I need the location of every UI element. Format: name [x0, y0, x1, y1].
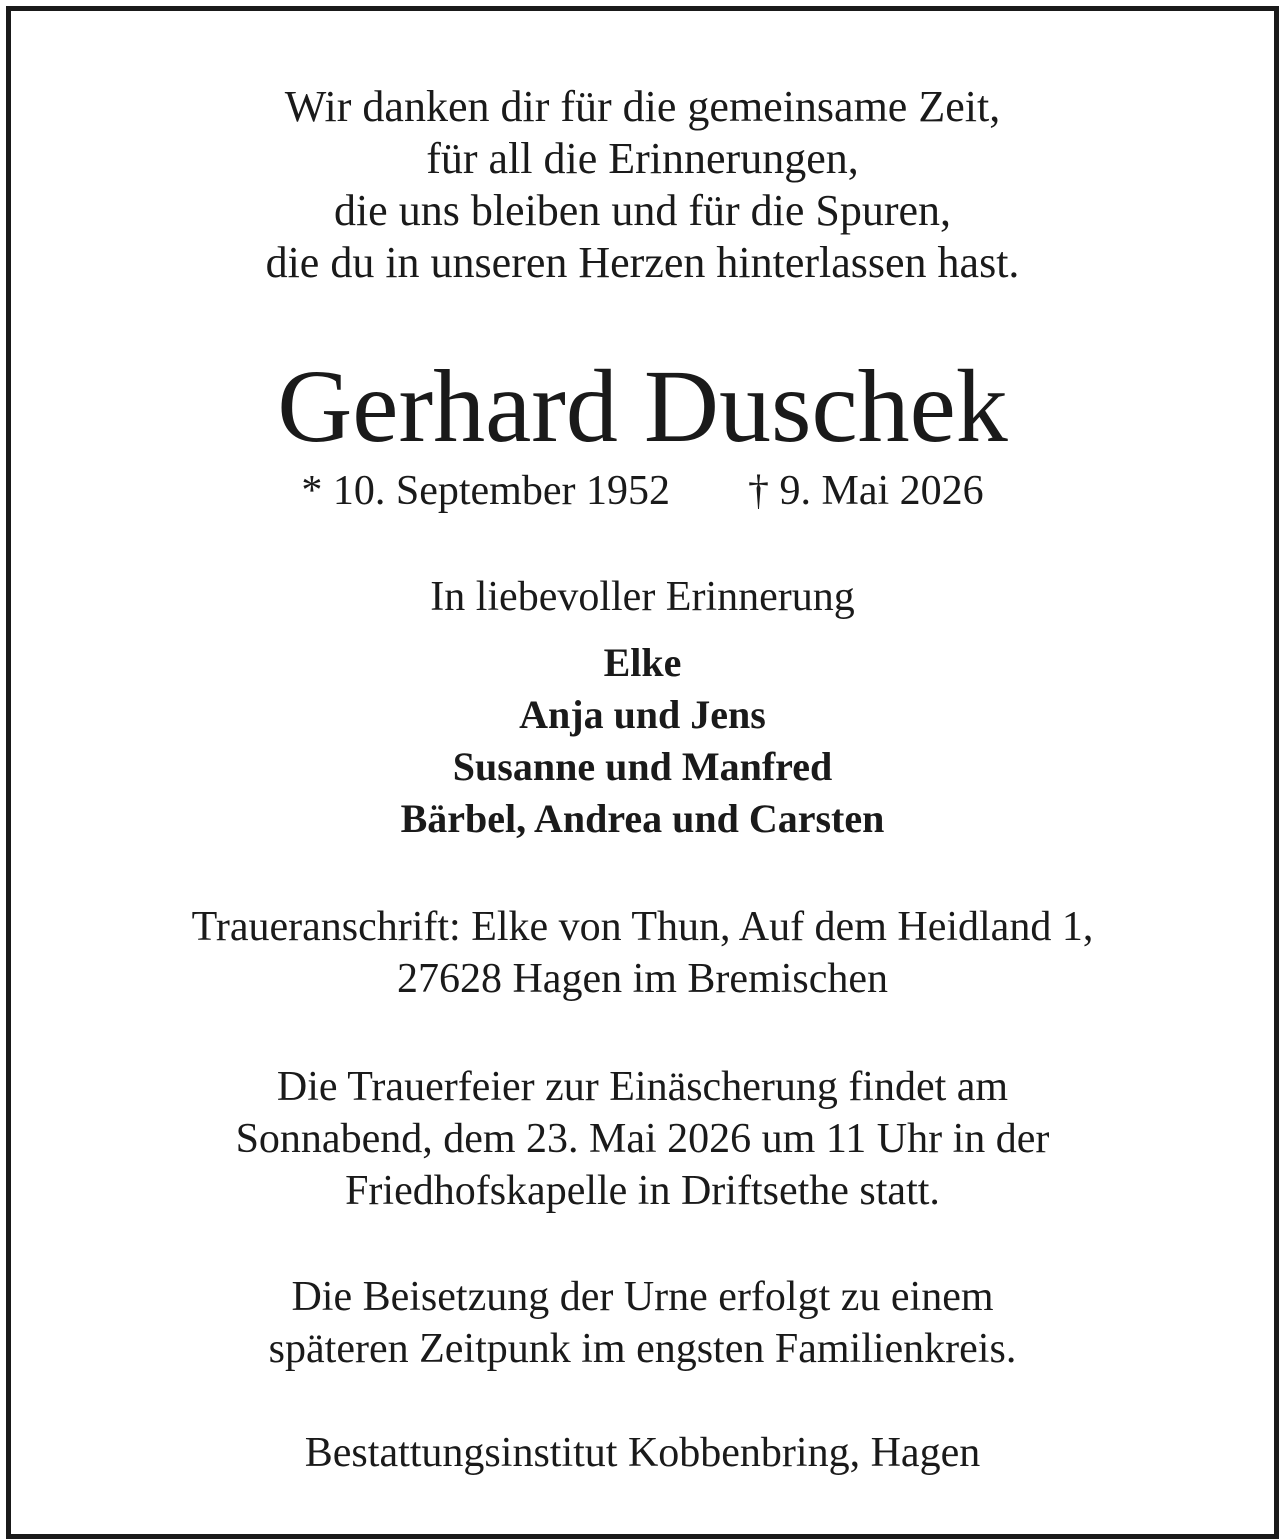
- burial-notice: [11, 1271, 1274, 1375]
- birth-date: * 10. September 1952: [301, 468, 670, 514]
- mourner-name: Bärbel, Andrea und Carsten: [400, 796, 885, 841]
- mourner-name: Susanne und Manfred: [452, 744, 833, 789]
- mourner-name: Elke: [603, 640, 682, 685]
- death-date: † 9. Mai 2026: [747, 468, 984, 514]
- address-line: 27628 Hagen im Bremischen: [396, 956, 889, 1002]
- life-dates: [11, 465, 1274, 517]
- burial-line: späteren Zeitpunk im engsten Familienkreis.: [268, 1326, 1017, 1372]
- verse-line: Wir danken dir für die gemeinsame Zeit,: [284, 82, 1001, 131]
- mourner-name: Anja und Jens: [519, 692, 766, 737]
- mourning-address: [11, 901, 1274, 1005]
- service-line: Friedhofskapelle in Driftsethe statt.: [345, 1168, 940, 1214]
- obituary-frame: [6, 6, 1279, 1539]
- verse-line: für all die Erinnerungen,: [426, 134, 859, 183]
- funeral-home: Bestattungsinstitut Kobbenbring, Hagen: [304, 1430, 981, 1476]
- deceased-name: Gerhard Duschek: [277, 349, 1008, 464]
- service-line: Sonnabend, dem 23. Mai 2026 um 11 Uhr in der: [235, 1116, 1050, 1162]
- burial-line: Die Beisetzung der Urne erfolgt zu einem: [291, 1274, 994, 1320]
- mourners-list: [11, 637, 1274, 845]
- service-line: Die Trauerfeier zur Einäscherung findet am: [276, 1064, 1009, 1110]
- memorial-verse: [11, 81, 1274, 289]
- verse-line: die uns bleiben und für die Spuren,: [333, 186, 952, 235]
- funeral-service-notice: [11, 1061, 1274, 1217]
- address-line: Traueranschrift: Elke von Thun, Auf dem Heidland 1,: [191, 904, 1094, 950]
- verse-line: die du in unseren Herzen hinterlassen hast.: [265, 238, 1020, 287]
- remembrance-intro: In liebevoller Erinnerung: [430, 574, 855, 620]
